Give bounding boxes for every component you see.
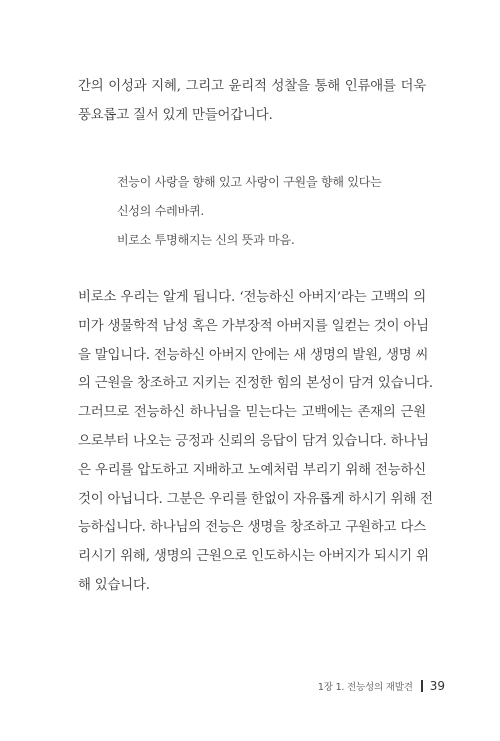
- running-footer-chapter: 1장 1. 전능성의 재발견: [317, 682, 413, 693]
- paragraph-line: 으로부터 나오는 긍정과 신뢰의 응답이 담겨 있습니다. 하나님: [78, 433, 429, 449]
- paragraph-line: 비로소 우리는 알게 됩니다. ‘전능하신 아버지’라는 고백의 의: [78, 290, 426, 305]
- paragraph-line: 의 근원을 창조하고 지키는 진정한 힘의 본성이 담겨 있습니다.: [78, 376, 433, 392]
- paragraph-line: 그러므로 전능하신 하나님을 믿는다는 고백에는 존재의 근원: [78, 405, 426, 421]
- paragraph-line: 미가 생물학적 남성 혹은 가부장적 아버지를 일컫는 것이 아님: [78, 318, 429, 334]
- paragraph-line: 간의 이성과 지혜, 그리고 윤리적 성찰을 통해 인류애를 더욱: [78, 79, 426, 94]
- page-number: 39: [429, 679, 445, 693]
- body-paragraph: [78, 284, 433, 601]
- quote-line: 신성의 수레바퀴.: [117, 204, 204, 218]
- paragraph-line: 리시기 위해, 생명의 근원으로 인도하시는 아버지가 되시기 위: [78, 549, 429, 565]
- paragraph-line: 풍요롭고 질서 있게 만들어갑니다.: [78, 107, 273, 123]
- paragraph-line: 은 우리를 압도하고 지배하고 노예처럼 부리기 위해 전능하신: [78, 462, 426, 478]
- footer-divider: [421, 680, 423, 692]
- page-footer: [318, 676, 445, 696]
- quote-line: 비로소 투명해지는 신의 뜻과 마음.: [117, 233, 295, 247]
- paragraph-line: 것이 아닙니다. 그분은 우리를 한없이 자유롭게 하시기 위해 전: [78, 491, 433, 507]
- indented-quote: [117, 168, 417, 255]
- body-paragraph-continued: [78, 73, 426, 131]
- paragraph-line: 해 있습니다.: [78, 577, 150, 593]
- paragraph-line: 능하십니다. 하나님의 전능은 생명을 창조하고 구원하고 다스: [78, 520, 426, 536]
- quote-line: 전능이 사랑을 향해 있고 사랑이 구원을 향해 있다는: [117, 175, 382, 189]
- paragraph-line: 을 말입니다. 전능하신 아버지 안에는 새 생명의 발원, 생명 씨: [78, 347, 429, 363]
